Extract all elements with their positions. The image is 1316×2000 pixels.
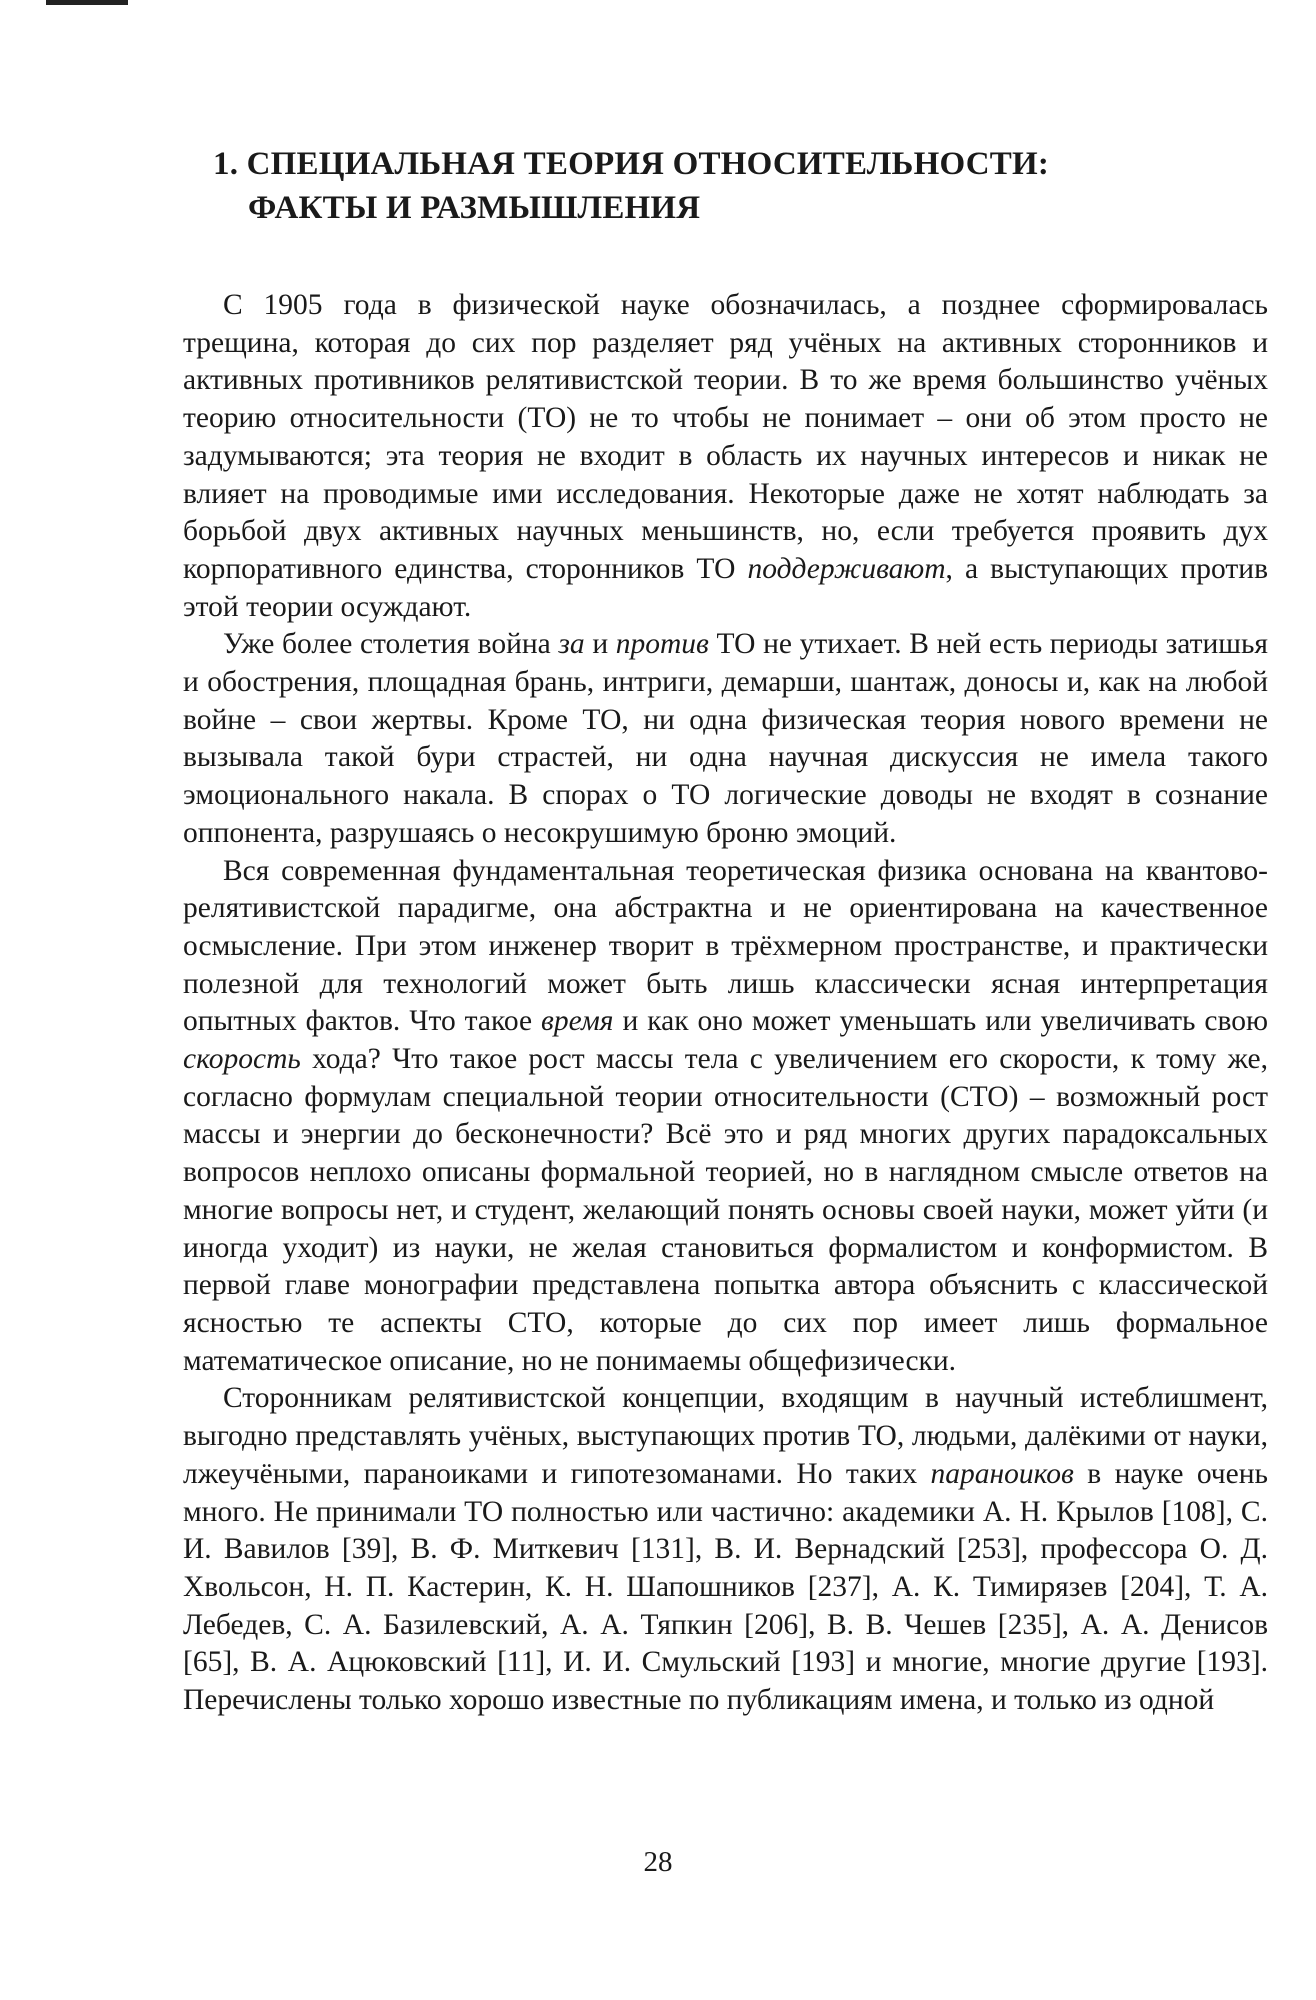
page-body [183, 142, 1268, 1720]
text-segment: ТО не утихает. В ней есть периоды затишья и обострения, площадная брань, интриги, демарши, шантаж, доносы и, как на любой войне – свои жертвы. Кроме ТО, ни одна физическая теория нового времени не вызывала такой бури страстей, ни одна научная дискуссия не имела такого эмоционального накала. В спорах о ТО логические доводы не входят в сознание оппонента, разрушаясь о несокрушимую броню эмоций. [183, 628, 1269, 849]
italic-term: время [541, 1005, 614, 1038]
italic-term: скорость [183, 1043, 301, 1076]
chapter-heading-line-1: 1. СПЕЦИАЛЬНАЯ ТЕОРИЯ ОТНОСИТЕЛЬНОСТИ: [213, 146, 1050, 182]
text-segment: Вся современная фундаментальная теоретическая физика основана на квантово-релятивистской парадигме, она абстрактна и не ориентирована на качественное осмысление. При этом инженер творит в трёхмерном пространстве, и практически полезной для технологий может быть лишь классически ясная интерпретация опытных фактов. Что такое [183, 854, 1268, 1038]
chapter-heading-line-2: ФАКТЫ И РАЗМЫШЛЕНИЯ [248, 190, 701, 226]
text-segment: в науке очень много. Не принимали ТО полностью или частично: академики А. Н. Крылов [108], С. И. Вавилов [39], В. Ф. Миткевич [131], В. И. Вернадский [253], профессора О. Д. Хвольсон, Н. П. Кастерин, К. Н. Шапошников [237], А. К. Тимирязев [204], Т. А. Лебедев, С. А. Базилевский, А. А. Тяпкин [206], В. В. Чешев [235], А. А. Денисов [65], В. А. Ацюковский [11], И. И. Смульский [193] и многие, многие другие [193]. Перечислены только хорошо известные по публикациям имена, и только из одной [183, 1457, 1268, 1717]
text-segment: Сторонникам релятивистской концепции, входящим в научный истеблишмент, выгодно представлять учёных, выступающих против ТО, людьми, далёкими от науки, лжеучёными, параноиками и гипотезоманами. Но таких [183, 1382, 1268, 1490]
text-segment: и как оно может уменьшать или увеличивать свою [613, 1005, 1269, 1038]
text-segment: Уже более столетия война [223, 628, 559, 661]
text-segment: , а выступающих против этой теории осуждают. [183, 552, 1268, 623]
italic-term: против [615, 628, 709, 661]
text-segment: и [584, 628, 616, 661]
paragraph-3 [183, 853, 1268, 1381]
paragraph-4 [183, 1380, 1268, 1719]
text-segment: С 1905 года в физической науке обозначилась, а позднее сформировалась трещина, которая до сих пор разделяет ряд учёных на активных сторонников и активных противников релятивистской теории. В то же время большинство учёных теорию относительности (ТО) не то чтобы не понимает – они об этом просто не задумываются; эта теория не входит в область их научных интересов и никак не влияет на проводимые ими исследования. Некоторые даже не хотят наблюдать за борьбой двух активных научных меньшинств, но, если требуется проявить дух корпоративного единства, сторонников ТО [183, 289, 1268, 585]
paragraph-1 [183, 287, 1268, 626]
italic-term: за [558, 628, 585, 661]
text-segment: хода? Что такое рост массы тела с увеличением его скорости, к тому же, согласно формулам специальной теории относительности (СТО) – возможный рост массы и энергии до бесконечности? Всё это и ряд многих других парадоксальных вопросов неплохо описаны формальной теорией, но в наглядном смысле ответов на многие вопросы нет, и студент, желающий понять основы своей науки, может уйти (и иногда уходит) из науки, не желая становиться формалистом и конформистом. В первой главе монографии представлена попытка автора объяснить с классической ясностью те аспекты СТО, которые до сих пор имеет лишь формальное математическое описание, но не понимаемы общефизически. [183, 1043, 1268, 1377]
page-number: 28 [643, 1846, 673, 1878]
chapter-heading [183, 142, 1268, 230]
scan-edge-mark [46, 0, 128, 5]
italic-term: поддерживают [747, 552, 946, 585]
paragraph-2 [183, 626, 1268, 852]
italic-term: параноиков [930, 1457, 1074, 1490]
